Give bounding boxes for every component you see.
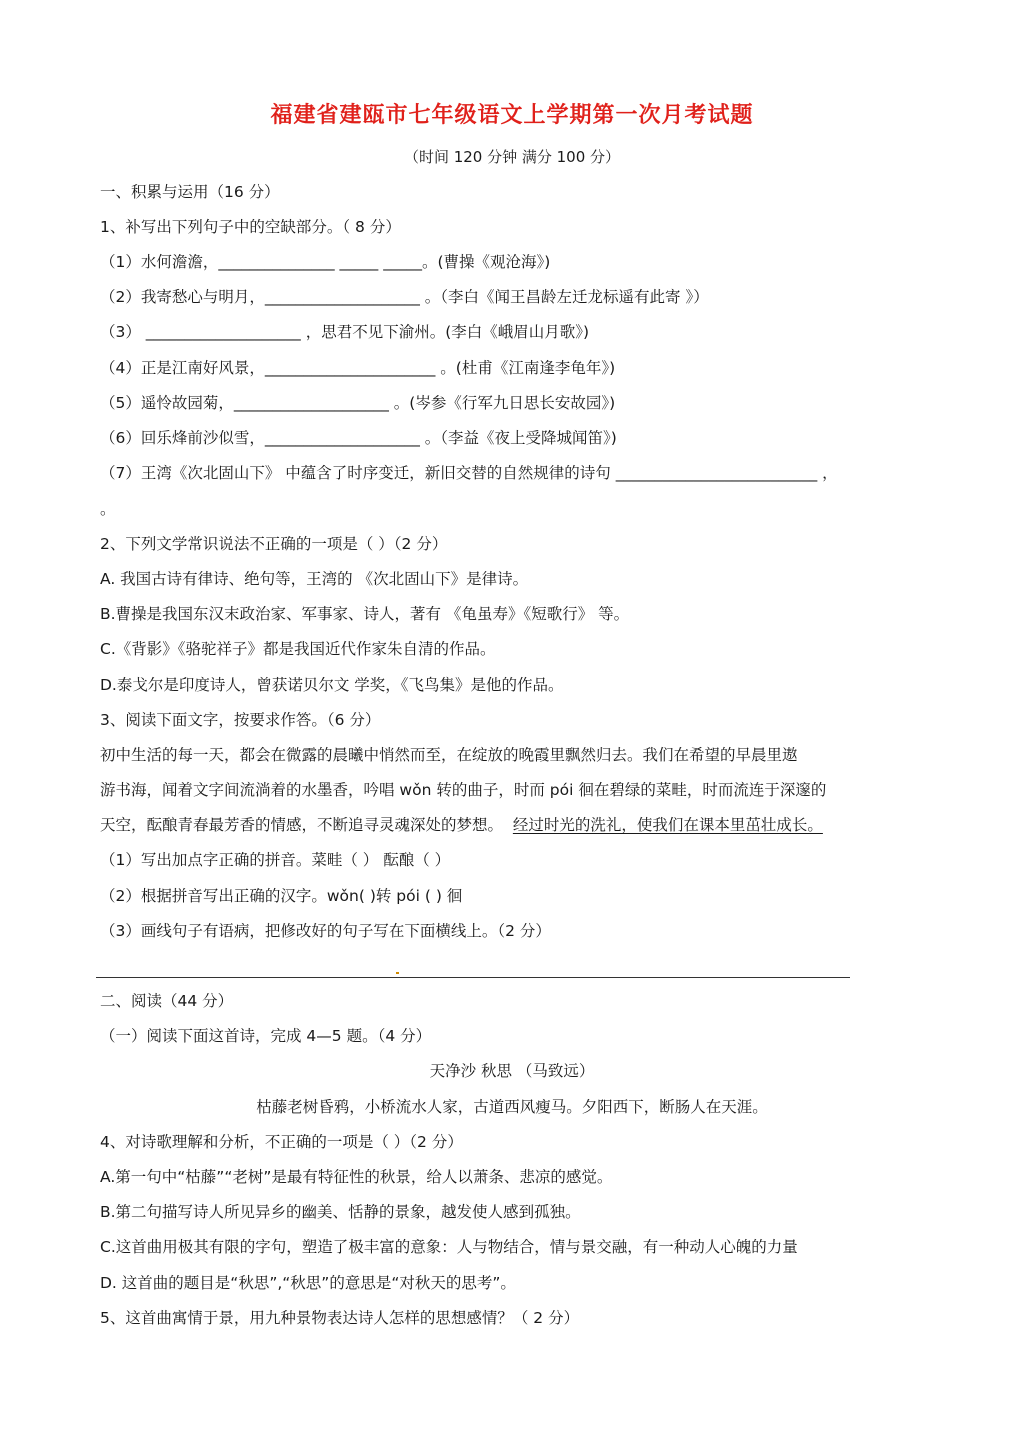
question-3-sub: （1）写出加点字正确的拼音。菜畦（ ） 酝酿（ ） (100, 851, 451, 869)
section-heading-2: 二、阅读（44 分） (100, 992, 234, 1010)
passage-plain-text: 天空，酝酿青春最芳香的情感，不断追寻灵魂深处的梦想。 (100, 816, 504, 834)
poem-body: 枯藤老树昏鸦，小桥流水人家，古道西风瘦马。夕阳西下，断肠人在天涯。 (256, 1098, 768, 1116)
question-1-item: （1）水何澹澹，_______________ _____ _____。(曹操《观沧海》) (100, 253, 551, 271)
answer-line (96, 977, 850, 978)
question-3-stem: 3、阅读下面文字，按要求作答。（6 分） (100, 711, 381, 729)
question-2-option-a: A. 我国古诗有律诗、绝句等，王湾的 《次北固山下》是律诗。 (100, 570, 529, 588)
question-2-option-b: B.曹操是我国东汉末政治家、军事家、诗人，著有 《龟虽寿》《短歌行》 等。 (100, 605, 630, 623)
question-4-option-d: D. 这首曲的题目是“秋思”,“秋思”的意思是“对秋天的思考”。 (100, 1274, 516, 1292)
question-1-item: 。 (100, 500, 116, 518)
question-1-item: （5）遥怜故园菊，____________________ 。(岑参《行军九日思长安故园》) (100, 394, 616, 412)
question-1-item: （4）正是江南好风景，______________________ 。(杜甫《江南逢李龟年》) (100, 359, 616, 377)
passage-line: 初中生活的每一天，都会在微露的晨曦中悄然而至，在绽放的晚霞里飘然归去。我们在希望的早晨里遨 (100, 746, 798, 764)
exam-subtitle: （时间 120 分钟 满分 100 分） (403, 148, 621, 166)
question-3-sub: （2）根据拼音写出正确的汉字。wǒn( )转 pói ( ) 徊 (100, 887, 463, 905)
question-2-option-c: C.《背影》《骆驼祥子》都是我国近代作家朱自清的作品。 (100, 640, 496, 658)
question-2-option-d: D.泰戈尔是印度诗人，曾获诺贝尔文 学奖，《飞鸟集》是他的作品。 (100, 676, 564, 694)
question-4-option-c: C.这首曲用极其有限的字句，塑造了极丰富的意象：人与物结合，情与景交融，有一种动人心魄的力量 (100, 1238, 798, 1256)
question-1-item: （3） ____________________ ，思君不见下渝州。(李白《峨眉山月歌》) (100, 323, 590, 341)
page-title: 福建省建瓯市七年级语文上学期第一次月考试题 (270, 102, 754, 128)
passage-line: 游书海，闻着文字间流淌着的水墨香，吟唱 wǒn 转的曲子，时而 pói 徊在碧绿的菜畦，时而流连于深邃的 (100, 781, 827, 799)
question-3-sub: （3）画线句子有语病，把修改好的句子写在下面横线上。（2 分） (100, 922, 551, 940)
passage-line (100, 814, 823, 836)
answer-line-mark (396, 972, 399, 974)
section-heading-1: 一、积累与运用（16 分） (100, 183, 280, 201)
question-1-item: （7）王湾《次北固山下》 中蕴含了时序变迁，新旧交替的自然规律的诗句 __________________________ ， (100, 464, 838, 482)
question-1-stem: 1、补写出下列句子中的空缺部分。（ 8 分） (100, 218, 401, 236)
passage-underlined-sentence: 经过时光的洗礼，使我们在课本里茁壮成长。 (512, 816, 823, 834)
question-1-item: （6）回乐烽前沙似雪，____________________ 。（李益《夜上受降城闻笛》) (100, 429, 617, 447)
question-4-option-b: B.第二句描写诗人所见异乡的幽美、恬静的景象，越发使人感到孤独。 (100, 1203, 581, 1221)
question-1-item: （2）我寄愁心与明月，____________________ 。（李白《闻王昌龄左迁龙标遥有此寄 》） (100, 288, 709, 306)
poem-title: 天净沙 秋思 （马致远） (429, 1062, 595, 1080)
question-5-stem: 5、这首曲寓情于景，用九种景物表达诗人怎样的思想感情？（ 2 分） (100, 1309, 580, 1327)
question-4-option-a: A.第一句中“枯藤”“老树”是最有特征性的秋景，给人以萧条、悲凉的感觉。 (100, 1168, 613, 1186)
question-4-stem: 4、对诗歌理解和分析，不正确的一项是（ ）（2 分） (100, 1133, 463, 1151)
question-2-stem: 2、下列文学常识说法不正确的一项是（ ）（2 分） (100, 535, 448, 553)
reading-section-1: （一）阅读下面这首诗，完成 4—5 题。（4 分） (100, 1027, 432, 1045)
